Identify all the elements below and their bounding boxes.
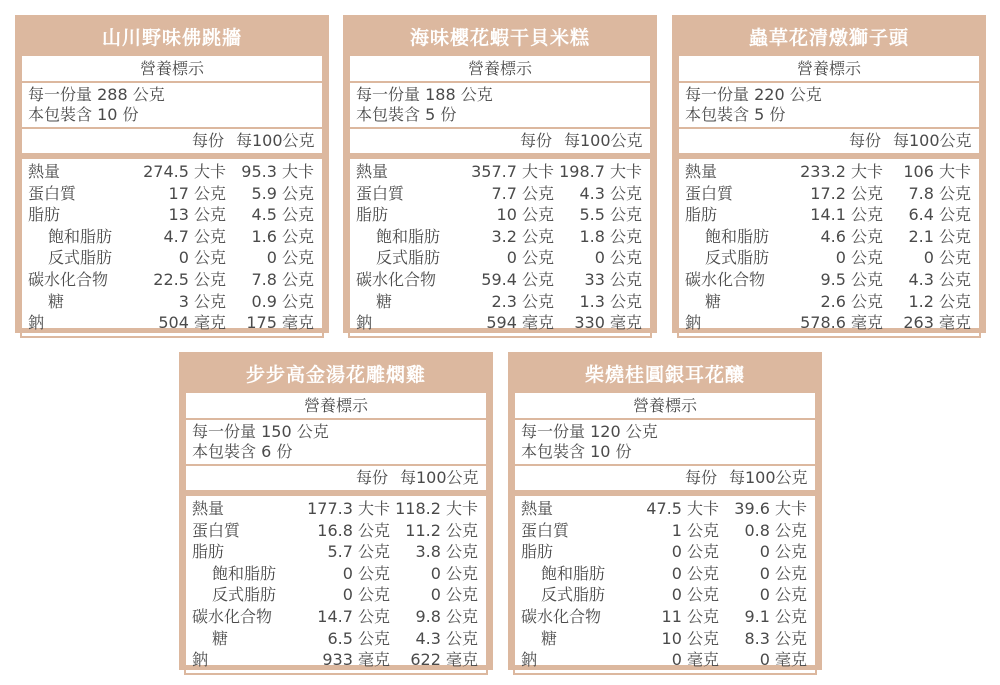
nutrient-label: 熱量 (192, 499, 225, 518)
nutrient-label: 反式脂肪 (376, 248, 441, 268)
serving-size: 每一份量 288 公克 (28, 85, 165, 104)
nutrient-label: 糖 (541, 628, 558, 648)
per-serving-value: 14.7 公克 (317, 606, 390, 626)
per-serving-value: 0 毫克 (671, 650, 719, 670)
per-100g-value: 7.8 公克 (908, 183, 971, 203)
nutrient-label: 反式脂肪 (48, 248, 113, 268)
nutrient-label: 碳水化合物 (192, 606, 273, 626)
per-100g-value: 4.5 公克 (251, 205, 314, 225)
per-100g-value: 0 毫克 (759, 650, 807, 670)
per-serving-value: 504 毫克 (158, 313, 226, 333)
per-100g-header: 每100公克 (564, 131, 643, 150)
per-100g-value: 9.8 公克 (415, 606, 478, 626)
nutrient-label: 熱量 (685, 162, 718, 181)
nutrition-header: 營養標示 (186, 393, 486, 420)
nutrient-label: 蛋白質 (192, 520, 241, 540)
product-title: 山川野味佛跳牆 (20, 20, 324, 56)
per-100g-value: 263 毫克 (903, 313, 971, 333)
nutrient-label: 反式脂肪 (212, 585, 277, 605)
per-100g-value: 0.8 公克 (744, 520, 807, 540)
nutrient-label: 反式脂肪 (541, 585, 606, 605)
product-title: 柴燒桂圓銀耳花釀 (513, 357, 817, 393)
per-100g-value: 8.3 公克 (744, 628, 807, 648)
per-100g-value: 11.2 公克 (405, 520, 478, 540)
nutrient-rows (350, 159, 650, 336)
per-serving-value: 5.7 公克 (327, 542, 390, 562)
servings-per-package: 本包裝含 10 份 (28, 105, 139, 124)
per-serving-value: 3 公克 (178, 291, 226, 311)
nutrient-label: 糖 (48, 291, 65, 311)
nutrient-label: 碳水化合物 (356, 269, 437, 289)
per-100g-value: 106 大卡 (903, 162, 971, 181)
per-serving-value: 2.3 公克 (491, 291, 554, 311)
per-serving-value: 22.5 公克 (153, 269, 226, 289)
per-100g-value: 622 毫克 (410, 650, 478, 670)
nutrient-rows (22, 159, 322, 336)
nutrient-label: 鈉 (521, 650, 538, 670)
per-serving-value: 177.3 大卡 (307, 499, 390, 518)
per-serving-value: 9.5 公克 (820, 269, 883, 289)
serving-size: 每一份量 150 公克 (192, 422, 329, 441)
per-100g-value: 1.3 公克 (579, 291, 642, 311)
per-serving-value: 0 公克 (342, 585, 390, 605)
per-100g-value: 7.8 公克 (251, 269, 314, 289)
nutrient-label: 脂肪 (521, 542, 554, 562)
nutrient-label: 飽和脂肪 (541, 563, 606, 583)
nutrition-card-1 (15, 15, 329, 333)
nutrition-card-5 (508, 352, 822, 670)
nutrition-header: 營養標示 (350, 56, 650, 83)
nutrient-label: 飽和脂肪 (48, 226, 113, 246)
serving-info (515, 420, 815, 466)
nutrient-label: 糖 (705, 291, 722, 311)
per-serving-value: 17.2 公克 (810, 183, 883, 203)
nutrient-label: 脂肪 (28, 205, 61, 225)
serving-size: 每一份量 220 公克 (685, 85, 822, 104)
per-serving-value: 1 公克 (671, 520, 719, 540)
per-100g-value: 0 公克 (759, 563, 807, 583)
nutrient-label: 鈉 (356, 313, 373, 333)
per-serving-value: 3.2 公克 (491, 226, 554, 246)
servings-per-package: 本包裝含 10 份 (521, 442, 632, 461)
per-100g-value: 4.3 公克 (415, 628, 478, 648)
nutrition-card-2 (343, 15, 657, 333)
nutrient-label: 飽和脂肪 (705, 226, 770, 246)
per-100g-value: 1.8 公克 (579, 226, 642, 246)
per-100g-header: 每100公克 (400, 468, 479, 487)
serving-size: 每一份量 188 公克 (356, 85, 493, 104)
per-serving-value: 10 公克 (496, 205, 554, 225)
per-serving-value: 0 公克 (671, 563, 719, 583)
per-serving-value: 13 公克 (168, 205, 226, 225)
per-serving-value: 4.7 公克 (163, 226, 226, 246)
per-serving-value: 233.2 大卡 (800, 162, 883, 181)
per-serving-value: 47.5 大卡 (646, 499, 719, 518)
nutrition-header: 營養標示 (515, 393, 815, 420)
nutrient-label: 鈉 (192, 650, 209, 670)
per-100g-value: 95.3 大卡 (241, 162, 314, 181)
nutrient-label: 鈉 (685, 313, 702, 333)
nutrient-label: 脂肪 (356, 205, 389, 225)
nutrient-label: 蛋白質 (28, 183, 77, 203)
per-serving-value: 0 公克 (671, 542, 719, 562)
nutrient-rows (679, 159, 979, 336)
per-serving-value: 594 毫克 (486, 313, 554, 333)
column-header (515, 466, 815, 496)
per-100g-value: 4.3 公克 (579, 183, 642, 203)
per-serving-value: 274.5 大卡 (143, 162, 226, 181)
product-title: 步步高金湯花雕燜雞 (184, 357, 488, 393)
nutrient-label: 熱量 (521, 499, 554, 518)
nutrition-table (348, 56, 652, 338)
per-serving-value: 2.6 公克 (820, 291, 883, 311)
per-serving-value: 0 公克 (671, 585, 719, 605)
per-serving-header: 每份 (849, 131, 882, 150)
column-header (22, 129, 322, 159)
servings-per-package: 本包裝含 5 份 (356, 105, 457, 124)
nutrition-table (20, 56, 324, 338)
per-serving-header: 每份 (520, 131, 553, 150)
per-100g-header: 每100公克 (729, 468, 808, 487)
per-100g-value: 0 公克 (594, 248, 642, 268)
nutrient-label: 熱量 (28, 162, 61, 181)
per-100g-value: 33 公克 (584, 269, 642, 289)
nutrient-label: 鈉 (28, 313, 45, 333)
per-100g-value: 330 毫克 (574, 313, 642, 333)
serving-size: 每一份量 120 公克 (521, 422, 658, 441)
per-serving-value: 59.4 公克 (481, 269, 554, 289)
per-serving-value: 4.6 公克 (820, 226, 883, 246)
nutrient-label: 碳水化合物 (521, 606, 602, 626)
per-serving-header: 每份 (685, 468, 718, 487)
nutrition-card-3 (672, 15, 986, 333)
nutrient-label: 脂肪 (192, 542, 225, 562)
per-100g-value: 0 公克 (759, 542, 807, 562)
nutrient-label: 脂肪 (685, 205, 718, 225)
per-100g-header: 每100公克 (236, 131, 315, 150)
per-100g-value: 39.6 大卡 (734, 499, 807, 518)
nutrient-label: 糖 (376, 291, 393, 311)
nutrition-table (677, 56, 981, 338)
per-100g-value: 0 公克 (266, 248, 314, 268)
per-100g-value: 0 公克 (759, 585, 807, 605)
per-serving-value: 0 公克 (178, 248, 226, 268)
servings-per-package: 本包裝含 6 份 (192, 442, 293, 461)
per-100g-value: 175 毫克 (246, 313, 314, 333)
nutrient-label: 糖 (212, 628, 229, 648)
per-serving-header: 每份 (192, 131, 225, 150)
per-100g-value: 2.1 公克 (908, 226, 971, 246)
column-header (350, 129, 650, 159)
serving-info (186, 420, 486, 466)
per-serving-value: 7.7 公克 (491, 183, 554, 203)
serving-info (350, 83, 650, 129)
servings-per-package: 本包裝含 5 份 (685, 105, 786, 124)
per-serving-value: 16.8 公克 (317, 520, 390, 540)
product-title: 蟲草花清燉獅子頭 (677, 20, 981, 56)
column-header (186, 466, 486, 496)
per-100g-value: 0 公克 (923, 248, 971, 268)
per-100g-value: 9.1 公克 (744, 606, 807, 626)
per-100g-value: 1.6 公克 (251, 226, 314, 246)
nutrient-label: 碳水化合物 (685, 269, 766, 289)
product-title: 海味櫻花蝦干貝米糕 (348, 20, 652, 56)
per-100g-value: 5.5 公克 (579, 205, 642, 225)
nutrition-table (184, 393, 488, 675)
per-100g-value: 3.8 公克 (415, 542, 478, 562)
nutrient-label: 蛋白質 (521, 520, 570, 540)
per-serving-value: 0 公克 (835, 248, 883, 268)
per-serving-value: 0 公克 (342, 563, 390, 583)
per-serving-value: 0 公克 (506, 248, 554, 268)
per-100g-value: 198.7 大卡 (559, 162, 642, 181)
per-serving-value: 933 毫克 (322, 650, 390, 670)
nutrient-label: 碳水化合物 (28, 269, 109, 289)
per-100g-value: 118.2 大卡 (395, 499, 478, 518)
per-serving-value: 6.5 公克 (327, 628, 390, 648)
nutrition-table (513, 393, 817, 675)
nutrient-rows (515, 496, 815, 673)
per-100g-value: 4.3 公克 (908, 269, 971, 289)
per-serving-value: 11 公克 (661, 606, 719, 626)
per-serving-value: 14.1 公克 (810, 205, 883, 225)
nutrient-label: 蛋白質 (685, 183, 734, 203)
nutrition-card-4 (179, 352, 493, 670)
per-100g-header: 每100公克 (893, 131, 972, 150)
column-header (679, 129, 979, 159)
nutrient-rows (186, 496, 486, 673)
serving-info (679, 83, 979, 129)
nutrient-label: 反式脂肪 (705, 248, 770, 268)
per-serving-value: 10 公克 (661, 628, 719, 648)
nutrition-header: 營養標示 (22, 56, 322, 83)
serving-info (22, 83, 322, 129)
per-serving-value: 578.6 毫克 (800, 313, 883, 333)
per-100g-value: 1.2 公克 (908, 291, 971, 311)
nutrient-label: 飽和脂肪 (376, 226, 441, 246)
nutrient-label: 熱量 (356, 162, 389, 181)
per-100g-value: 0 公克 (430, 585, 478, 605)
nutrient-label: 蛋白質 (356, 183, 405, 203)
per-serving-value: 357.7 大卡 (471, 162, 554, 181)
per-100g-value: 5.9 公克 (251, 183, 314, 203)
per-100g-value: 6.4 公克 (908, 205, 971, 225)
nutrition-header: 營養標示 (679, 56, 979, 83)
per-100g-value: 0 公克 (430, 563, 478, 583)
per-100g-value: 0.9 公克 (251, 291, 314, 311)
per-serving-value: 17 公克 (168, 183, 226, 203)
per-serving-header: 每份 (356, 468, 389, 487)
nutrient-label: 飽和脂肪 (212, 563, 277, 583)
